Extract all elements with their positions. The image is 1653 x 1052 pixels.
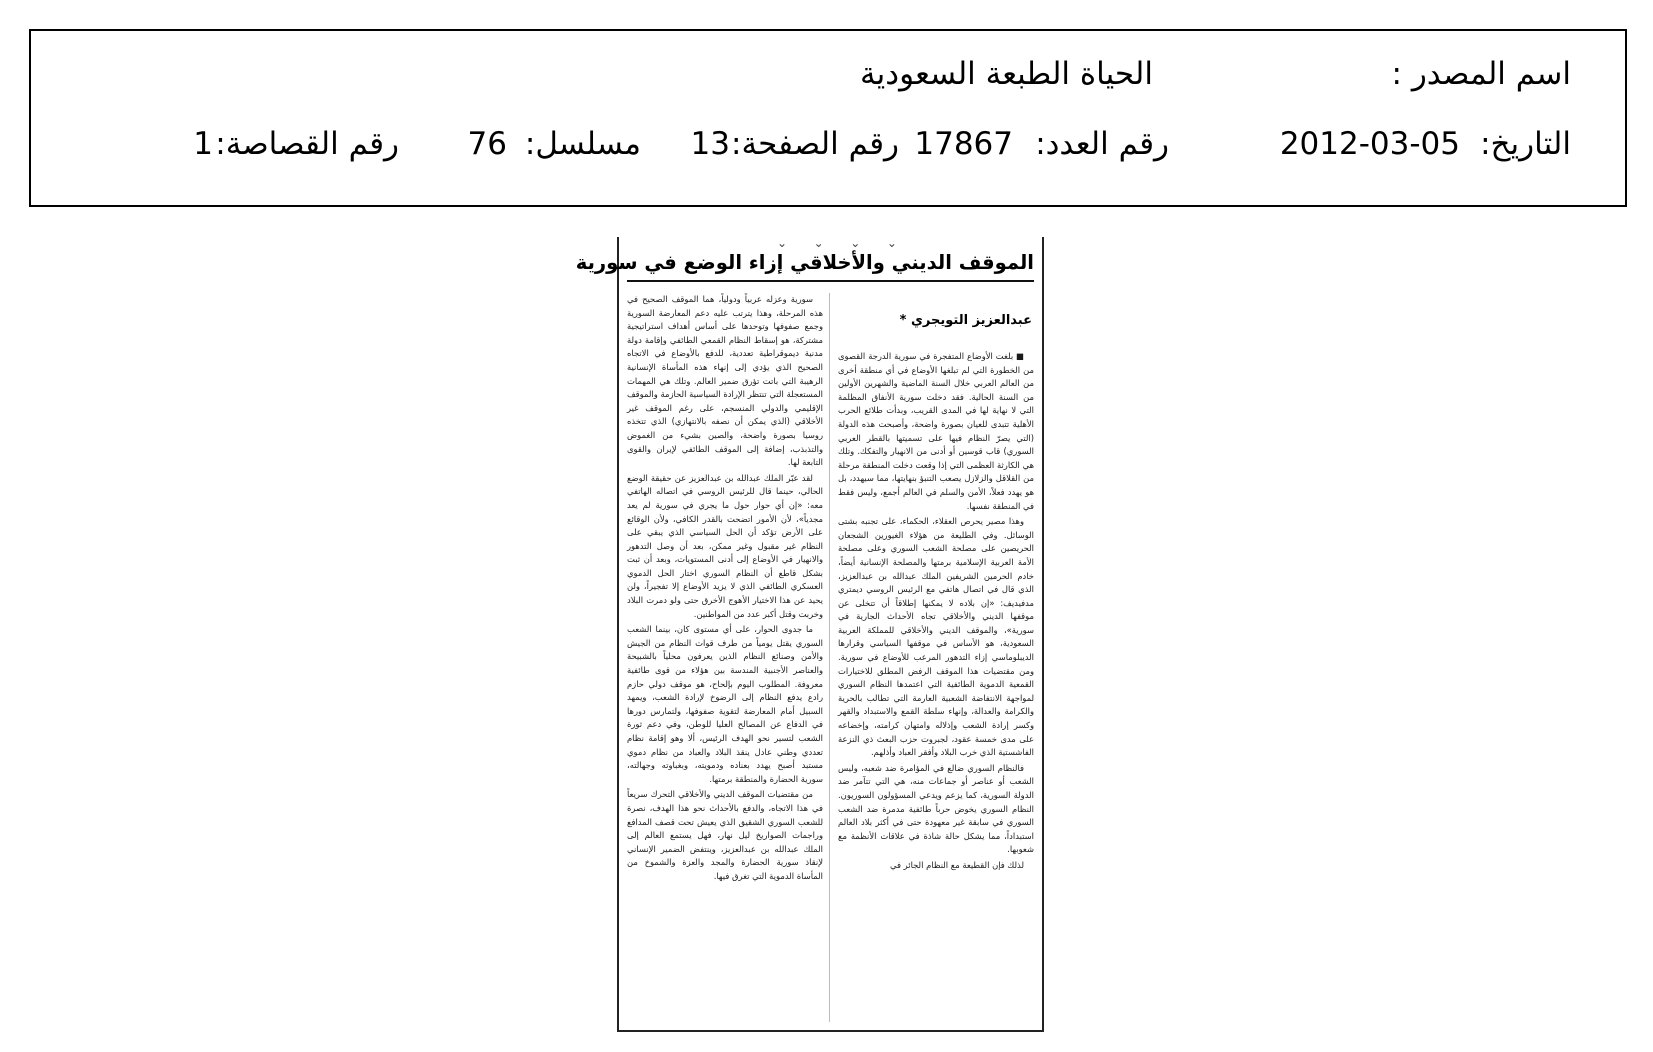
source-info-box [29, 29, 1627, 207]
source-label: اسم المصدر : [1391, 56, 1571, 92]
paragraph: سورية وعزله عربياً ودولياً، هما الموقف الصحيح في هذه المرحلة، وهذا يترتب عليه دعم المعارضة السورية وجمع صفوفها وتوحدها على أساس أهداف استراتيجية مشتركة، هو إسقاط النظام القمعي الطائفي وإقامة دولة مدنية ديموقراطية تعددية، للدفع بالأوضاع في الاتجاه الصحيح الذي يؤدي إلى إنهاء هذه المأساة الإنسانية الرهيبة التي باتت تؤرق ضمير العالم. وتلك هي المهمات المستعجلة التي تنتظر الإرادة السياسية الحازمة والموقف الإقليمي والدولي المنسجم، على رغم الموقف غير الأخلاقي (الذي يمكن أن نصفه بالانتهازي) الذي تتخذه روسيا بصورة واضحة، والصين بشيء من الغموض والتذبذب، إضافة إلى الموقف الطائفي لإيران والقوى التابعة لها. [627, 294, 823, 468]
serial-value: 76 [467, 126, 507, 162]
clipping-border-right [1042, 237, 1044, 1032]
article-author: عبدالعزيز التويجري * [899, 313, 1032, 328]
article-column-right [838, 350, 1034, 1022]
chevron-ornament [777, 237, 897, 249]
article-headline: الموقف الديني والأخلاقي إزاء الوضع في سورية [627, 251, 1034, 282]
page-label: رقم الصفحة: [731, 126, 899, 162]
source-value: الحياة الطبعة السعودية [860, 56, 1153, 92]
paragraph: ما جدوى الحوار، على أي مستوى كان، بينما الشعب السوري يقتل يومياً من طرف قوات النظام من الجيش والأمن وصنائع النظام الذين يعرفون محلياً بالشبيحة والعناصر الأجنبية المندسة بين هؤلاء من قوى طائفية معروفة. المطلوب اليوم بإلحاح، هو موقف دولي حازم رادع يدفع النظام إلى الرضوخ لإرادة الشعب، ويمهد السبيل أمام المعارضة لتقوية صفوفها، ولتمارس دورها في الدفاع عن المصالح العليا للوطن، وفي دعم ثورة الشعب لتسير نحو الهدف الرئيس، ألا وهو إقامة نظام تعددي وطني عادل ينقذ البلاد والعباد من نظام دموي مستبد أصبح يهدد بعناده ودمويته، وبغباوته وجهالته، سورية الحضارة والمنطقة برمتها. [627, 624, 823, 784]
date-value: 2012-03-05 [1279, 126, 1460, 162]
column-divider [829, 293, 830, 1022]
paragraph: فالنظام السوري ضالع في المؤامرة ضد شعبه، وليس الشعب أو عناصر أو جماعات منه، هي التي تتآمر ضد الدولة السورية، كما يزعم ويدعي المسؤولون السوريون. النظام السوري يخوض حرباً طائفية مدمرة ضد الشعب السوري في سابقة غير معهودة حتى في أكثر بلاد العالم استبداداً، مما يشكل حالة شاذة في علاقات الأنظمة مع شعوبها. [838, 762, 1034, 855]
chevron-down-icon: ⌄ [777, 236, 788, 250]
clip-value: 1 [193, 126, 213, 162]
clip-label: رقم القصاصة: [215, 126, 399, 162]
chevron-down-icon: ⌄ [813, 236, 824, 250]
issue-value: 17867 [914, 126, 1013, 162]
paragraph: من مقتضيات الموقف الديني والأخلاقي التحرك سريعاً في هذا الاتجاه، والدفع بالأحداث نحو هذا الهدف، نصرة للشعب السوري الشقيق الذي يعيش تحت قصف المدافع وراجمات الصواريخ ليل نهار، فهل يستمع العالم إلى الملك عبدالله بن عبدالعزيز، وينتفض الضمير الإنساني لإنقاذ سورية الحضارة والمجد والعزة والشموخ من المأساة الدموية التي تغرق فيها. [627, 789, 823, 881]
chevron-down-icon: ⌄ [850, 236, 861, 250]
paragraph: لذلك فإن القطيعة مع النظام الجائر في [889, 859, 1024, 870]
paragraph: ■ بلغت الأوضاع المتفجرة في سورية الدرجة القصوى من الخطورة التي لم تبلغها الأوضاع في أي منطقة أخرى من العالم العربي خلال السنة الماضية والشهرين الأولين من السنة الحالية. فقد دخلت سورية الأنفاق المظلمة التي لا نهاية لها في المدى القريب، وبدأت طلائع الحرب الأهلية تتبدى للعيان بصورة واضحة، وأصبحت هذه الدولة (التي يصرّ النظام فيها على تسميتها بالقطر العربي السوري) قاب قوسين أو أدنى من الانهيار والتفكك. وتلك هي الكارثة العظمى التي إذا وقعت دخلت المنطقة مرحلة من القلاقل والزلازل يصعب التنبؤ بنهايتها، مما سيهدد، بل هو يهدد فعلاً، الأمن والسلم في العالم أجمع، وليس فقط في المنطقة نفسها. [838, 351, 1034, 511]
clipping-border-bottom [617, 1030, 1044, 1032]
clipping-border-left [617, 237, 619, 1032]
page-value: 13 [690, 126, 730, 162]
paragraph: وهذا مصير يحرص العقلاء، الحكماء، على تجنبه بشتى الوسائل. وفي الطليعة من هؤلاء الغيورين الشجعان الحريصين على مصلحة الشعب السوري وعلى مصلحة الأمة العربية الإسلامية برمتها والمصلحة الإنسانية أيضاً، خادم الحرمين الشريفين الملك عبدالله بن عبدالعزيز، الذي قال في اتصال هاتفي مع الرئيس الروسي ديمتري مدفيديف: «إن بلاده لا يمكنها إطلاقاً أن تتخلى عن موقفها الديني والأخلاقي تجاه الأحداث الجارية في سورية»، والموقف الديني والأخلاقي للمملكة العربية السعودية، هو الأساس في موقفها السياسي وقرارها الديبلوماسي إزاء التدهور المرعب للأوضاع في سورية. ومن مقتضيات هذا الموقف الرفض المطلق للاختيارات القمعية الدموية الطائفية التي اعتمدها النظام السوري لمواجهة الانتفاضة الشعبية العارمة التي تطالب بالحرية والكرامة والعدالة، وإنهاء سلطة القمع والاستبداد والقهر وكسر إرادة الشعب وإذلاله وامتهان كرامته، وإخضاعه على مدى خمسة عقود، لجبروت حزب البعث ذي النزعة الفاشستية الذي خرب البلاد وأفقر العباد وأذلهم. [838, 516, 1034, 758]
newspaper-clipping [575, 236, 1044, 1032]
issue-label: رقم العدد: [1035, 126, 1169, 162]
serial-label: مسلسل: [524, 126, 641, 162]
paragraph: لقد عبّر الملك عبدالله بن عبدالعزيز عن حقيقة الوضع الحالي، حينما قال للرئيس الروسي في اتصاله الهاتفي معه: «إن أي حوار حول ما يجري في سورية لم يعد مجدياً»، لأن الأمور اتضحت بالقدر الكافي، ولأن الوقائع على الأرض تؤكد أن الحل السياسي الذي يبقي على النظام غير مقبول وغير ممكن، بعد أن وصل التدهور والانهيار في الأوضاع إلى أدنى المستويات، وبعد أن ثبت بشكل قاطع أن النظام السوري اختار الحل الدموي العسكري الطائفي الذي لا يزيد الأوضاع إلا تفجيراً، ولن يحيد عن هذا الاختيار الأهوج الأخرق حتى ولو دمرت البلاد وخربت وقتل أكبر عدد من المواطنين. [627, 472, 823, 619]
chevron-down-icon: ⌄ [886, 236, 897, 250]
article-column-left [627, 293, 823, 1022]
date-label: التاريخ: [1480, 126, 1571, 162]
